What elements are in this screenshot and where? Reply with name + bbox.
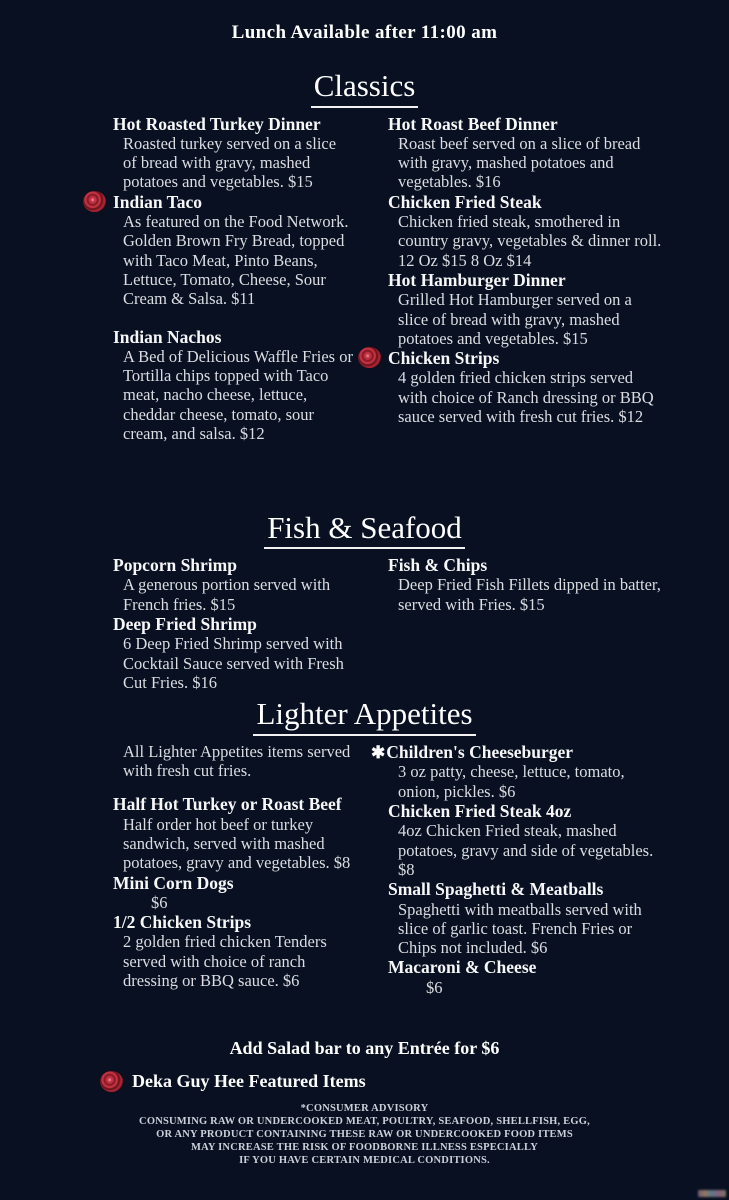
item-name (113, 912, 353, 932)
item-name-text: Fish & Chips (388, 555, 488, 576)
rose-icon (100, 1071, 123, 1092)
menu-section (0, 70, 729, 502)
item-name (113, 192, 353, 212)
item-name-text: Chicken Fried Steak (388, 191, 542, 212)
item-price: $6 (426, 977, 443, 997)
item-name (113, 114, 353, 134)
menu-item (371, 741, 666, 801)
menu-column (113, 742, 353, 1030)
item-description: As featured on the Food Network. Golden Brown Fry Bread, topped with Taco Meat, Pinto Beans, Lettuce, Tomato, Cheese, Sour Cream & Salsa. $11 (123, 212, 349, 309)
rose-icon (358, 347, 381, 368)
section-columns (0, 555, 729, 692)
item-name-text: Half Hot Turkey or Roast Beef (113, 794, 342, 815)
item-name-text: Hot Roasted Turkey Dinner (113, 113, 321, 134)
item-description: Spaghetti with meatballs served with slice of garlic toast. French Fries or Chips not included. $6 (398, 899, 642, 958)
item-description: 4 golden fried chicken strips served with choice of Ranch dressing or BBQ sauce served with fresh cut fries. $12 (398, 368, 654, 426)
section-title (0, 70, 729, 108)
item-name (113, 327, 353, 347)
item-name-text: Macaroni & Cheese (388, 957, 537, 978)
item-name (388, 348, 666, 368)
item-name (388, 801, 666, 821)
section-title-text: Classics (311, 70, 419, 108)
menu-section (0, 509, 729, 693)
item-description: Chicken fried steak, smothered in country gravy, vegetables & dinner roll. 12 Oz $15 8 Oz $14 (398, 212, 662, 270)
item-name-text: Children's Cheeseburger (386, 741, 574, 762)
section-title-text: Lighter Appetites (253, 698, 475, 736)
item-name-text: Indian Nachos (113, 326, 222, 347)
item-name-text: Hot Roast Beef Dinner (388, 113, 558, 134)
menu-sections (0, 70, 729, 1030)
item-description: Grilled Hot Hamburger served on a slice of bread with gravy, mashed potatoes and vegetables. $15 (398, 290, 632, 348)
menu-column (113, 555, 353, 692)
item-name (388, 270, 666, 290)
item-description: Deep Fried Fish Fillets dipped in batter, served with Fries. $15 (398, 575, 661, 614)
menu-item (388, 270, 666, 348)
menu-item (388, 348, 666, 426)
menu-column (388, 555, 666, 692)
section-columns (0, 114, 729, 502)
item-description: 6 Deep Fried Shrimp served with Cocktail Sauce served with Fresh Cut Fries. $16 (123, 634, 344, 692)
menu-header: Lunch Available after 11:00 am (231, 22, 498, 43)
item-name (113, 873, 353, 893)
section-title (0, 509, 729, 550)
featured-legend-label: Deka Guy Hee Featured Items (132, 1070, 366, 1091)
menu-item (388, 801, 666, 879)
menu-section (0, 698, 729, 1030)
menu-column (371, 741, 666, 1030)
item-name (113, 555, 353, 575)
featured-items-legend (100, 1071, 729, 1092)
item-name (388, 879, 666, 899)
item-description: A Bed of Delicious Waffle Fries or Tortilla chips topped with Taco meat, nacho cheese, lettuce, cheddar cheese, tomato, sour cream, and salsa. $12 (123, 346, 353, 443)
menu-item (388, 957, 666, 997)
item-name-text: Indian Taco (113, 191, 203, 212)
section-title-text: Fish & Seafood (264, 512, 465, 550)
column-intro: All Lighter Appetites items served with fresh cut fries. (123, 741, 351, 781)
item-name-text: Chicken Strips (388, 348, 500, 369)
menu-column (388, 114, 666, 502)
menu-item (388, 192, 666, 270)
section-columns (0, 742, 729, 1030)
item-name-text: Chicken Fried Steak 4oz (388, 801, 572, 822)
menu-item (388, 879, 666, 957)
salad-bar-note: Add Salad bar to any Entrée for $6 (229, 1037, 500, 1058)
item-name-text: Small Spaghetti & Meatballs (388, 879, 604, 900)
section-title (0, 698, 729, 736)
menu-item (113, 912, 353, 990)
menu-item (113, 614, 353, 692)
item-name-text: Mini Corn Dogs (113, 872, 234, 893)
item-name (371, 741, 666, 763)
item-description: Roasted turkey served on a slice of bread with gravy, mashed potatoes and vegetables. $15 (123, 133, 337, 192)
advisory-line: OR ANY PRODUCT CONTAINING THESE RAW OR UNDERCOOKED FOOD ITEMS (156, 1128, 573, 1140)
advisory-line: *CONSUMER ADVISORY (300, 1102, 429, 1114)
item-description: 2 golden fried chicken Tenders served with choice of ranch dressing or BBQ sauce. $6 (123, 932, 327, 990)
menu-item (388, 555, 666, 614)
item-price: $6 (151, 892, 168, 912)
menu-item (113, 114, 353, 192)
menu-item (113, 794, 353, 872)
item-description: A generous portion served with French fries. $15 (123, 575, 331, 614)
item-description: Half order hot beef or turkey sandwich, served with mashed potatoes, gravy and vegetables. $8 (123, 814, 351, 873)
item-description: Roast beef served on a slice of bread with gravy, mashed potatoes and vegetables. $16 (398, 133, 641, 192)
item-name-text: Hot Hamburger Dinner (388, 269, 566, 290)
menu-item (388, 114, 666, 192)
consumer-advisory (0, 1102, 729, 1167)
item-name (113, 794, 353, 814)
menu-item (113, 873, 353, 913)
item-name-text: Popcorn Shrimp (113, 555, 237, 576)
item-name (388, 114, 666, 134)
item-description: 3 oz patty, cheese, lettuce, tomato, onion, pickles. $6 (398, 762, 625, 801)
item-name (388, 957, 666, 977)
item-name (388, 192, 666, 212)
menu-column (113, 114, 353, 502)
rose-icon (83, 191, 106, 212)
asterisk-icon: ✱ (371, 742, 386, 762)
advisory-line: MAY INCREASE THE RISK OF FOODBORNE ILLNESS ESPECIALLY (191, 1141, 538, 1153)
item-description: 4oz Chicken Fried steak, mashed potatoes, gravy and side of vegetables. $8 (398, 821, 654, 879)
menu-item (113, 192, 353, 309)
menu-item (113, 327, 353, 444)
item-name (113, 614, 353, 634)
watermark (698, 1190, 726, 1197)
advisory-line: IF YOU HAVE CERTAIN MEDICAL CONDITIONS. (239, 1154, 490, 1166)
item-name-text: Deep Fried Shrimp (113, 613, 257, 634)
item-name (388, 555, 666, 575)
item-name-text: 1/2 Chicken Strips (113, 912, 252, 933)
menu-item (113, 555, 353, 614)
advisory-line: CONSUMING RAW OR UNDERCOOKED MEAT, POULTRY, SEAFOOD, SHELLFISH, EGG, (139, 1115, 590, 1127)
